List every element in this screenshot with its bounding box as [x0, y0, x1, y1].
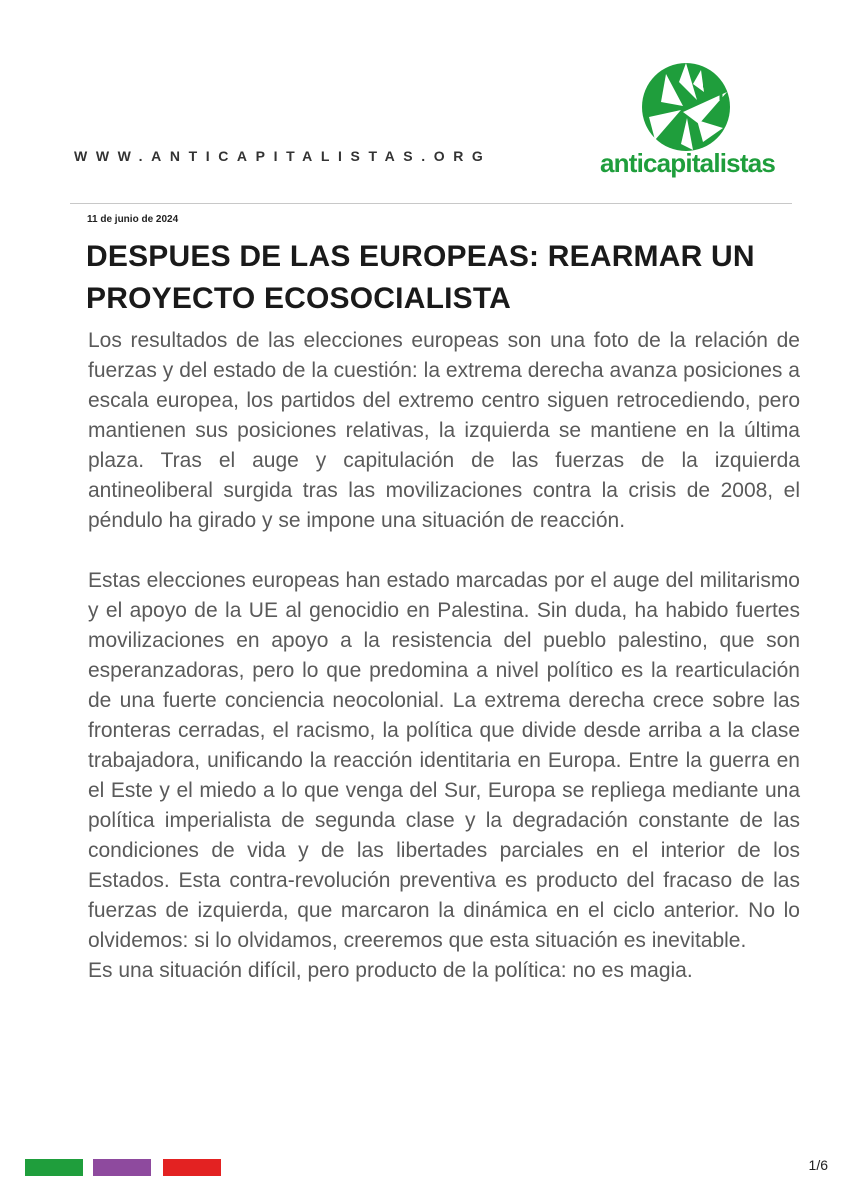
- page-number: 1/6: [808, 1157, 828, 1173]
- article-title: DESPUES DE LAS EUROPEAS: REARMAR UN PROYECTO ECOSOCIALISTA: [86, 240, 755, 315]
- article-paragraph: Los resultados de las elecciones europeas son una foto de la relación de fuerzas y del estado de la cuestión: la extrema derecha avanza posiciones a escala europea, los partidos del extremo centro siguen retrocediendo, pero mantienen sus posiciones relativas, la izquierda se mantiene en la última plaza. Tras el auge y capitulación de las fuerzas de la izquierda antineoliberal surgida tras las movilizaciones contra la crisis de 2008, el péndulo ha girado y se impone una situación de reacción.: [88, 329, 800, 532]
- green-bar: [25, 1159, 83, 1176]
- logo-wordmark: anticapitalistas: [599, 148, 776, 178]
- article-paragraph: Es una situación difícil, pero producto de la política: no es magia.: [88, 959, 693, 982]
- anticapitalistas-logo[interactable]: [595, 62, 780, 182]
- header-divider: [70, 203, 792, 204]
- article-body: [88, 326, 800, 986]
- red-bar: [163, 1159, 221, 1176]
- purple-bar: [93, 1159, 151, 1176]
- site-url[interactable]: WWW.ANTICAPITALISTAS.ORG: [74, 148, 492, 164]
- anticapitalistas-logo-icon: [641, 62, 731, 152]
- article-paragraph: Estas elecciones europeas han estado marcadas por el auge del militarismo y el apoyo de la UE al genocidio en Palestina. Sin duda, ha habido fuertes movilizaciones en apoyo a la resistencia del pueblo palestino, que son esperanzadoras, pero lo que predomina a nivel político es la rearticulación de una fuerte conciencia neocolonial. La extrema derecha crece sobre las fronteras cerradas, el racismo, la política que divide desde arriba a la clase trabajadora, unificando la reacción identitaria en Europa. Entre la guerra en el Este y el miedo a lo que venga del Sur, Europa se repliega mediante una política imperialista de segunda clase y la degradación constante de las condiciones de vida y de las libertades parciales en el interior de los Estados. Esta contra-revolución preventiva es producto del fracaso de las fuerzas de izquierda, que marcaron la dinámica en el ciclo anterior. No lo olvidemos: si lo olvidamos, creeremos que esta situación es inevitable.: [88, 569, 800, 952]
- publication-date: 11 de junio de 2024: [87, 214, 179, 225]
